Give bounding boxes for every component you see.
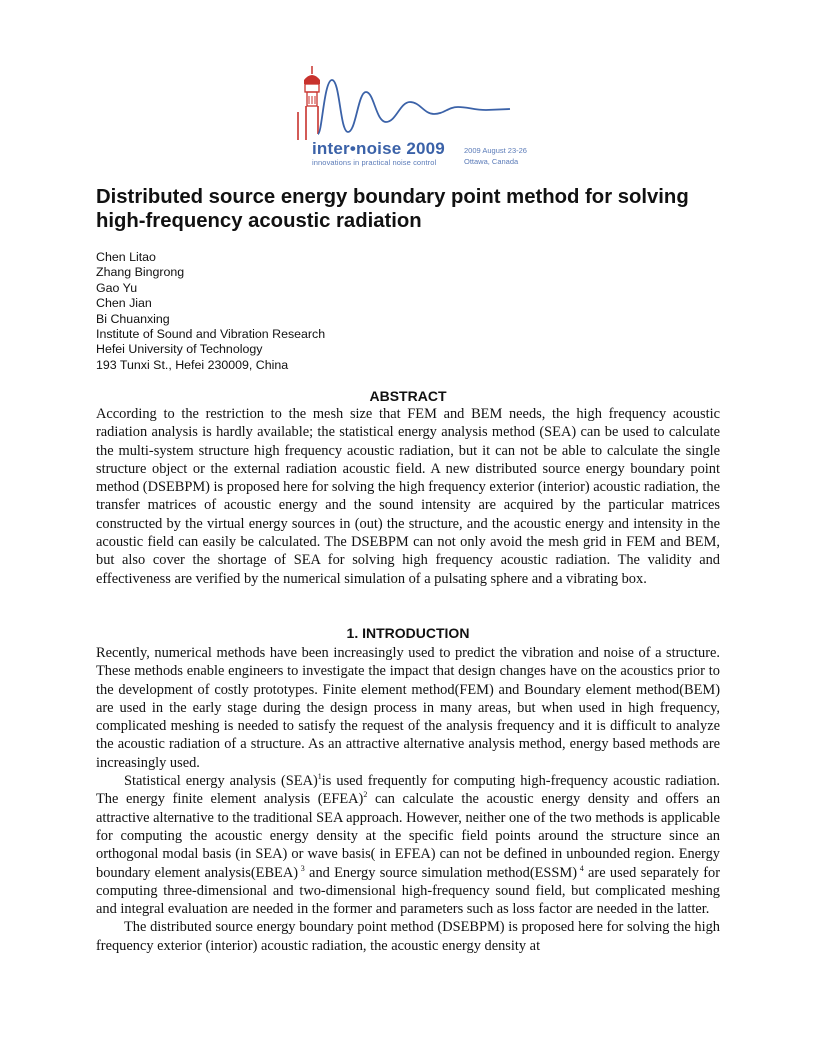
introduction-heading: 1. INTRODUCTION [346,625,470,641]
conference-logo [290,60,550,170]
intro-paragraph-3: The distributed source energy boundary point method (DSEBPM) is proposed here for solving the high frequency exterior (interior) acoustic radiation, the acoustic energy density at [96,919,720,954]
abstract-paragraph: According to the restriction to the mesh size that FEM and BEM needs, the high frequency acoustic radiation analysis is hardly available; the statistical energy analysis method (SEA) can be used to calculate the multi-system structure high frequency acoustic radiation, but it can not be able to calculate the single structure object or the external radiation acoustic field. A new distributed source energy boundary point method (DSEBPM) is proposed here for solving the high frequency exterior (interior) acoustic radiation, the transfer matrices of acoustic energy and the sound intensity are acquired by the particular matrices constructed by the virtual energy sources in (out) the structure, and the acoustic energy and intensity in the acoustic field can easily be calculated. The DSEBPM can not only avoid the mesh grid in FEM and BEM, but also cover the shortage of SEA for solving high frequency acoustic radiation. The validity and effectiveness are verified by the numerical simulation of a pulsating sphere and a vibrating box. [96,406,720,587]
author-name: Gao Yu [96,280,138,295]
citation-ref: 4 [577,863,584,873]
citation-ref: 2 [363,790,368,800]
affiliation-line: Hefei University of Technology [96,342,263,357]
introduction-text [96,644,720,955]
conference-date: 2009 August 23-26 [464,146,527,155]
citation-ref: 3 [298,863,305,873]
intro-paragraph-2: Statistical energy analysis (SEA)$^1$is used frequently for computing high-frequency acoustic radiation. The energy finite element analysis (EFEA)$^2$ can calculate the acoustic energy density and offers an attractive alternative to the traditional SEA approach. However, neither one of the two methods is applicable for computing the acoustic energy density at the specific field points around the structure since an orthogonal modal basis (in SEA) or wave basis( in EFEA) can not be defined in unbounded region. Energy boundary element analysis(EBEA) $^3$ and Energy source simulation method(ESSM) $^4$ are used separately for computing three-dimensional and two-dimensional high-frequency sound field, but complicated meshing and integral evaluation are needed in the former and parameters such as loss factor are needed in the latter. [96,772,721,918]
author-name: Chen Jian [96,296,152,311]
logo-tagline: innovations in practical noise control [312,158,437,167]
conference-place: Ottawa, Canada [464,157,519,166]
citation-ref: 1 [317,772,322,782]
author-name: Zhang Bingrong [96,265,185,280]
author-name: Chen Litao [96,250,156,264]
affiliation-line: 193 Tunxi St., Hefei 230009, China [96,357,289,372]
author-name: Bi Chuanxing [96,311,170,326]
author-block [96,250,325,373]
abstract-heading: ABSTRACT [369,388,447,404]
paper-title: Distributed source energy boundary point method for solving high-frequency acoustic radiation [96,186,689,232]
abstract-text [96,405,720,588]
tower-wave-logo-icon [290,60,550,140]
logo-name: inter•noise 2009 [312,139,445,158]
intro-paragraph-1: Recently, numerical methods have been increasingly used to predict the vibration and noise of a structure. These methods enable engineers to investigate the impact that design changes have on the acoustics prior to the development of costly prototypes. Finite element method(FEM) and Boundary element method(BEM) are used in the early stage during the design process in many areas, but when used in high frequency, complicated meshing is needed to satisfy the request of the analysis frequency and it is difficult to analyze the acoustic radiation of a structure. As an attractive alternative analysis method, energy based methods are increasingly used. [96,645,720,771]
affiliation-line: Institute of Sound and Vibration Research [96,327,326,342]
